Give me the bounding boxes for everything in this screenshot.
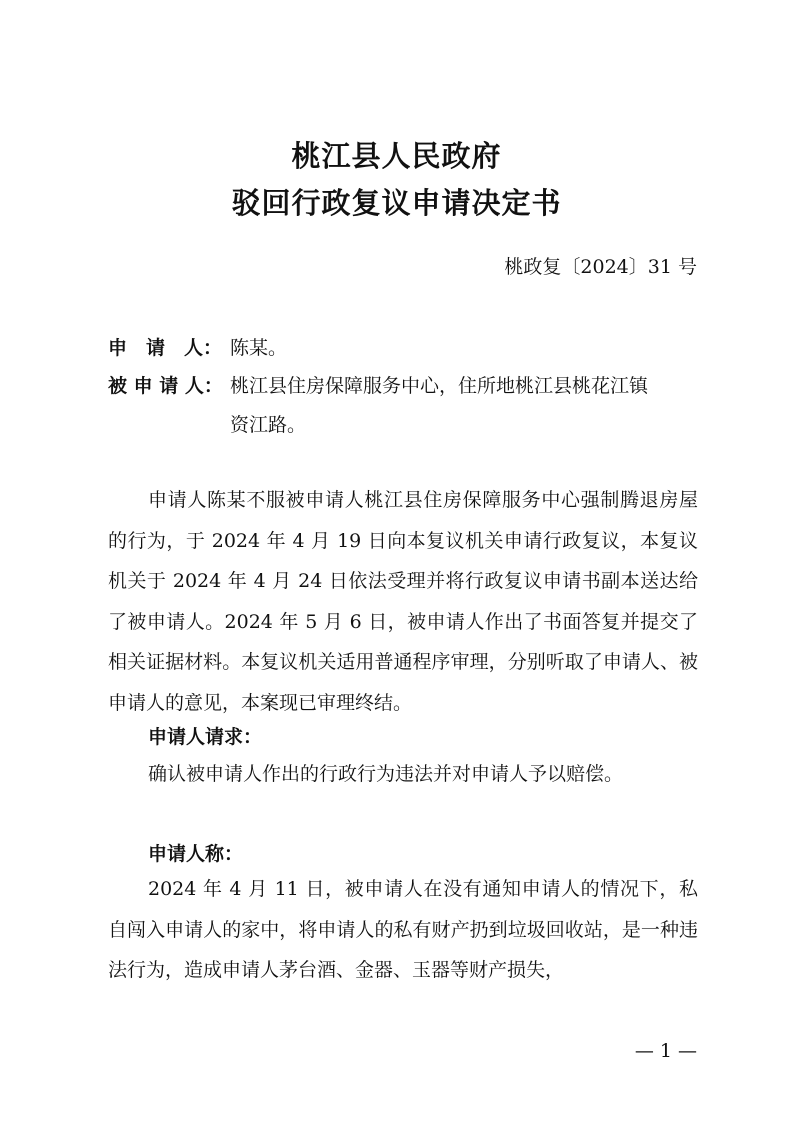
respondent-value-line2: 资江路。 <box>230 414 307 436</box>
respondent-row <box>108 371 698 437</box>
respondent-label: 被 申 请 人： <box>108 375 223 397</box>
applicant-label: 申 请 人： <box>108 337 223 359</box>
page-number: — 1 — <box>634 1040 697 1062</box>
applicant-row <box>108 333 698 360</box>
respondent-value-line1: 桃江县住房保障服务中心，住所地桃江县桃花江镇 <box>230 375 649 397</box>
claim-paragraph: 2024 年 4 月 11 日，被申请人在没有通知申请人的情况下，私自闯入申请人的家中，将申请人的私有财产扔到垃圾回收站，是一种违法行为，造成申请人茅台酒、金器、玉器等财产损失， <box>108 878 698 981</box>
document-title-line1: 桃江县人民政府 <box>291 139 502 173</box>
request-text: 确认被申请人作出的行政行为违法并对申请人予以赔偿。 <box>148 763 624 785</box>
request-heading: 申请人请求： <box>148 726 263 748</box>
claim-heading: 申请人称： <box>148 843 244 865</box>
document-number: 桃政复〔2024〕31 号 <box>504 256 697 278</box>
document-title-line2: 驳回行政复议申请决定书 <box>231 186 562 220</box>
applicant-value: 陈某。 <box>230 337 288 359</box>
case-paragraph: 申请人陈某不服被申请人桃江县住房保障服务中心强制腾退房屋的行为，于 2024 年 4 月 19 日向本复议机关申请行政复议，本复议机关于 2024 年 4 月 24 日依法受理并将行政复议申请书副本送达给了被申请人。2024 年 5 月 6 日，被申请人作出了书面答复并提交了相关证据材料。本复议机关适用普通程序审理，分别听取了申请人、被申请人的意见，本案现已审理终结。 <box>108 489 698 714</box>
